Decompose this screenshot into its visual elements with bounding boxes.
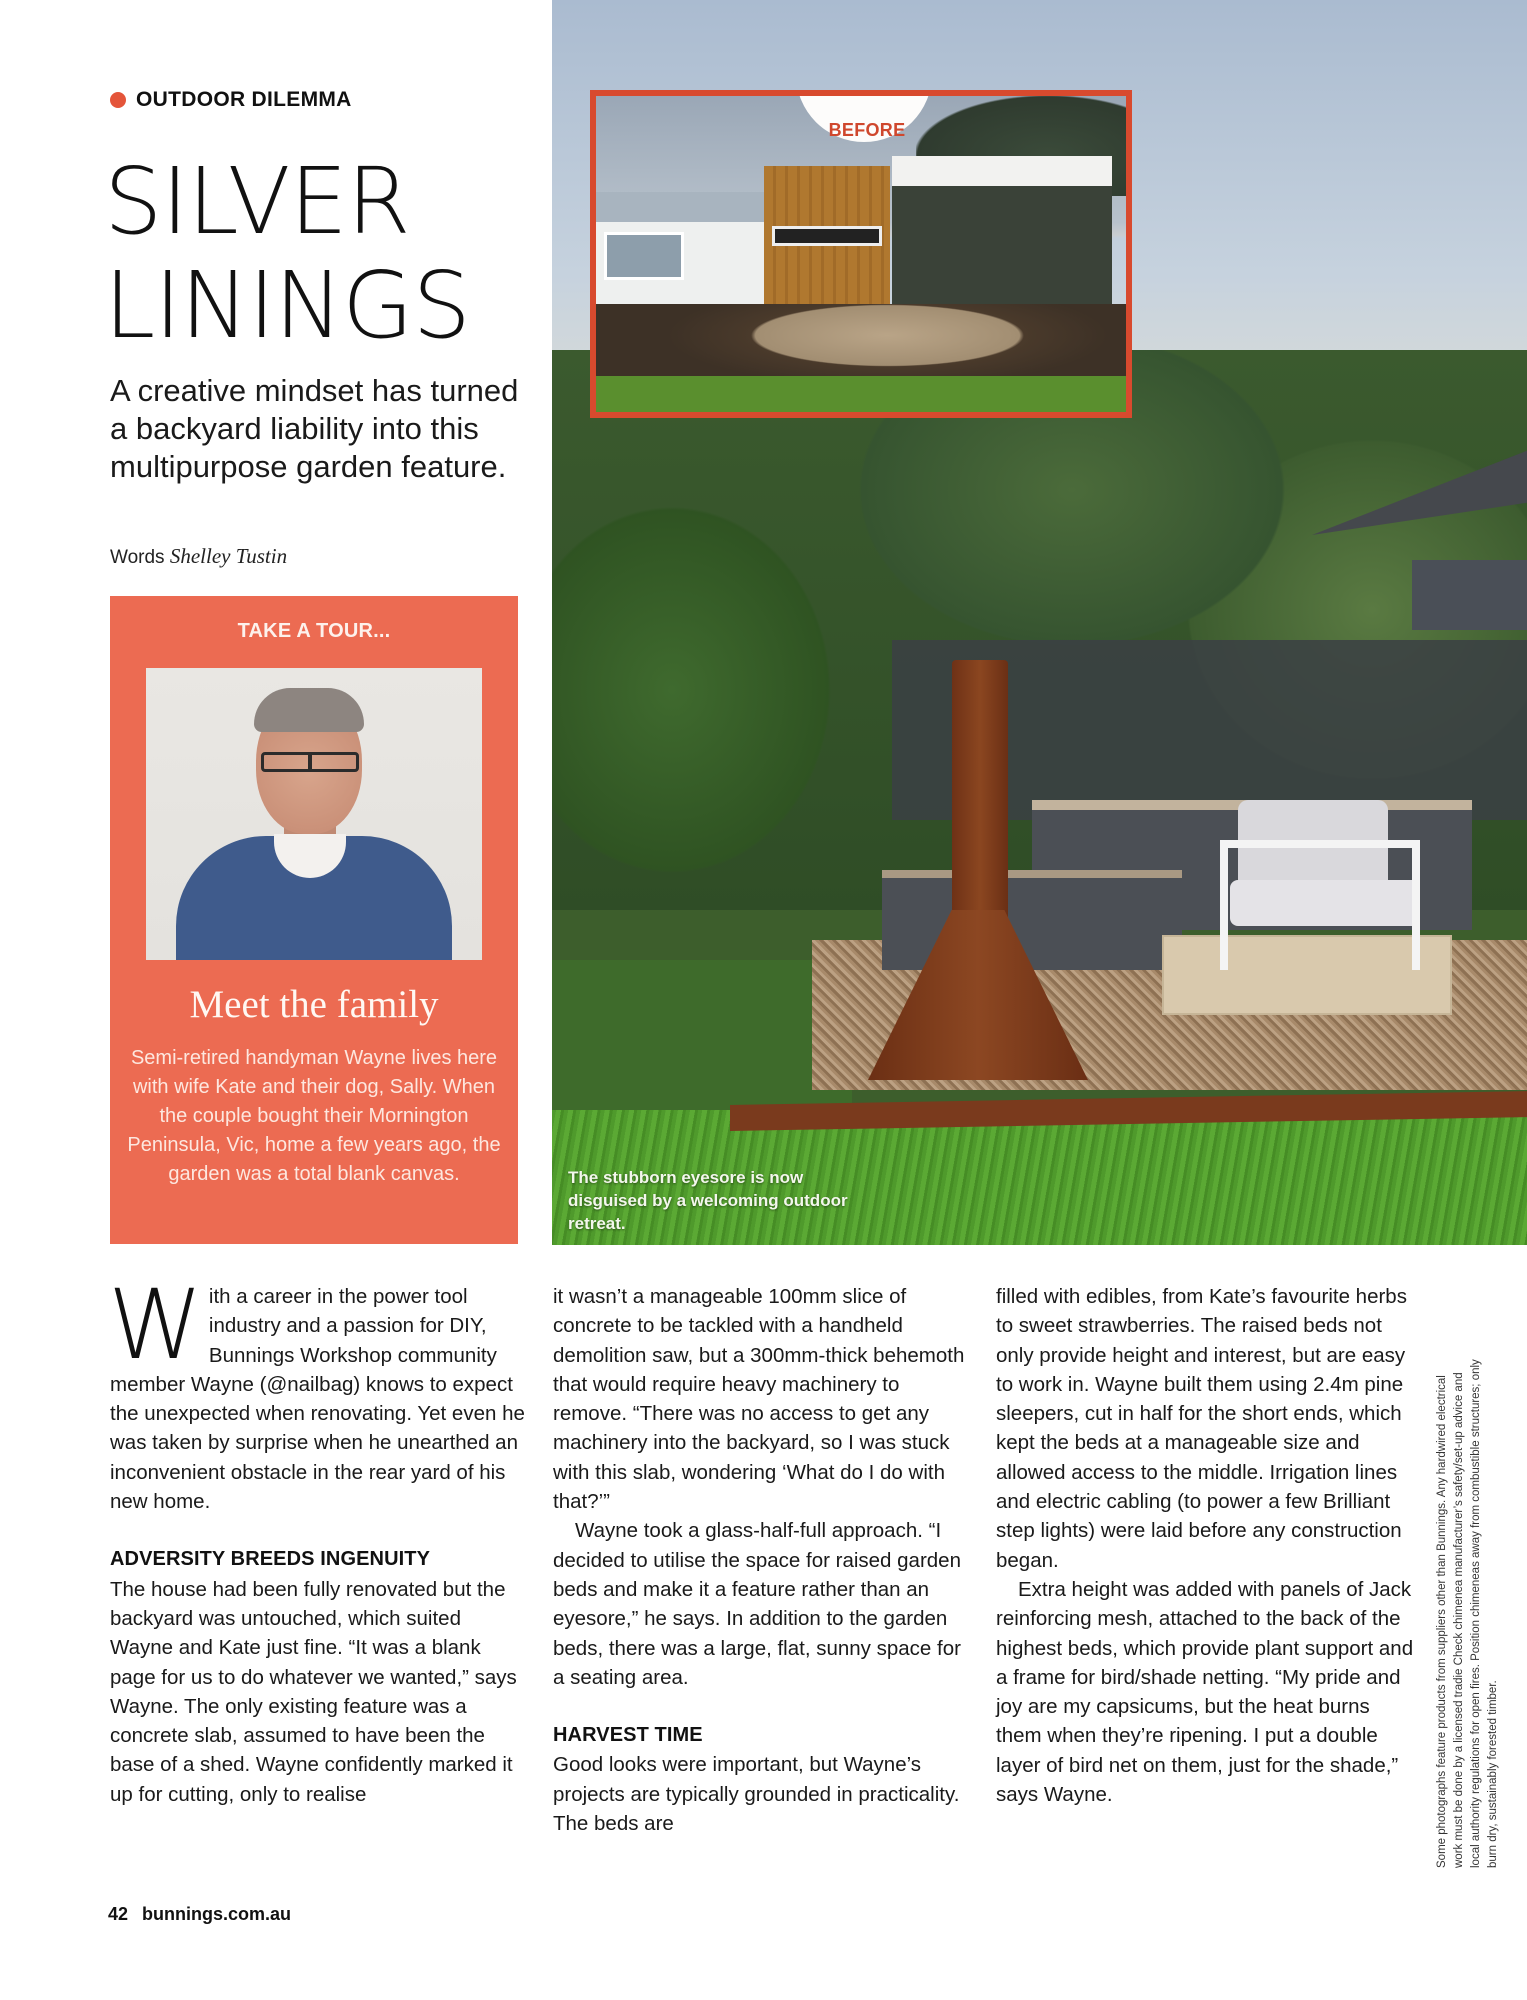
article-column-2	[553, 1282, 971, 1838]
before-scene	[596, 96, 1126, 412]
byline-author: Shelley Tustin	[169, 544, 288, 568]
before-cladding	[764, 166, 890, 316]
legal-disclaimer: Some photographs feature products from suppliers other than Bunnings. Any hardwired electrical work must be done by a licensed tradie Check chimenea manufacturer’s safety/set-up advice and local authority regulations for open fires. Position chimeneas away from combustible structures; only burn dry, sustainably forested timber.	[1436, 1359, 1499, 1868]
before-window	[604, 232, 684, 280]
outdoor-chair-shape	[1220, 800, 1420, 970]
paragraph: The house had been fully renovated but the backyard was untouched, which suited Wayne and Kate just fine. “It was a blank page for us to do whatever we wanted,” says Wayne. The only existing feature was a concrete slab, assumed to have been the base of a shed. Wayne confidently marked it up for cutting, only to realise	[110, 1577, 517, 1806]
paragraph: ith a career in the power tool industry and a passion for DIY, Bunnings Workshop community member Wayne (@nailbag) knows to expect the unexpected when renovating. Yet even he was taken by surprise when he unearthed an inconvenient obstacle in the rear yard of his new home.	[110, 1285, 525, 1514]
hero-caption: The stubborn eyesore is now disguised by a welcoming outdoor retreat.	[568, 1168, 848, 1233]
site-link[interactable]: bunnings.com.au	[142, 1904, 292, 1924]
title-line-2: LININGS	[104, 252, 470, 359]
before-grass	[596, 376, 1126, 418]
portrait-photo	[146, 668, 482, 960]
drop-cap: W	[108, 1269, 203, 1381]
meet-the-family-card	[110, 596, 518, 1244]
card-text: Semi-retired handyman Wayne lives here with wife Kate and their dog, Sally. When the couple bought their Mornington Peninsula, Vic, home a few years ago, the garden was a total blank canvas.	[127, 1047, 501, 1185]
card-heading: Meet the family	[189, 983, 439, 1026]
card-label: TAKE A TOUR...	[237, 620, 391, 642]
paragraph: Extra height was added with panels of Jack reinforcing mesh, attached to the back of the highest beds, which provide plant support and a frame for bird/shade netting. “My pride and joy are my capsicums, but the heat burns them when they’re ripening. I put a double layer of bird net on them, just for the shade,” says Wayne.	[996, 1577, 1414, 1807]
byline	[110, 544, 287, 569]
portrait-hair	[254, 688, 364, 732]
page-number: 42	[108, 1904, 129, 1924]
kicker-label: OUTDOOR DILEMMA	[136, 88, 352, 111]
chair-frame	[1220, 840, 1420, 970]
page-title	[104, 150, 470, 358]
chimenea-shape	[868, 660, 1088, 1080]
photo-neighbour-roof	[1412, 560, 1527, 630]
page-folio	[108, 1904, 291, 1925]
before-inset-photo	[590, 90, 1132, 418]
standfirst: A creative mindset has turned a backyard liability into this multipurpose garden feature.	[110, 373, 519, 484]
before-pergola	[892, 156, 1112, 306]
section-kicker	[110, 88, 352, 112]
subheading-adversity: ADVERSITY BREEDS INGENUITY	[110, 1548, 431, 1571]
chimenea-flue	[952, 660, 1008, 920]
bullet-dot-icon	[110, 92, 126, 108]
byline-prefix: Words	[110, 547, 165, 568]
before-badge-label: BEFORE	[828, 120, 906, 140]
before-house	[596, 192, 766, 312]
article-column-3	[996, 1282, 1414, 1809]
title-line-1: SILVER	[104, 148, 410, 255]
paragraph: filled with edibles, from Kate’s favourite herbs to sweet strawberries. The raised beds not only provide height and interest, but are easy to work in. Wayne built them using 2.4m pine sleepers, cut in half for the short ends, which kept the beds at a manageable size and allowed access to the middle. Irrigation lines and electric cabling (to power a few Brilliant step lights) were laid before any construction began.	[996, 1285, 1407, 1572]
subheading-harvest: HARVEST TIME	[553, 1724, 703, 1747]
article-column-1	[108, 1269, 528, 1809]
chimenea-body	[868, 910, 1088, 1080]
paragraph: Good looks were important, but Wayne’s projects are typically grounded in practicality. The beds are	[553, 1753, 960, 1836]
paragraph: it wasn’t a manageable 100mm slice of concrete to be tackled with a handheld demolition saw, but a 300mm-thick behemoth that would require heavy machinery to remove. “There was no access to get any machinery into the backyard, so I was stuck with this slab, wondering ‘What do I do with that?’”	[553, 1285, 965, 1514]
glasses-icon	[261, 752, 359, 772]
before-slot-window	[772, 226, 882, 246]
paragraph: Wayne took a glass-half-full approach. “I decided to utilise the space for raised garden beds and make it a feature rather than an eyesore,” he says. In addition to the garden beds, there was a large, flat, sunny space for a seating area.	[553, 1519, 961, 1689]
